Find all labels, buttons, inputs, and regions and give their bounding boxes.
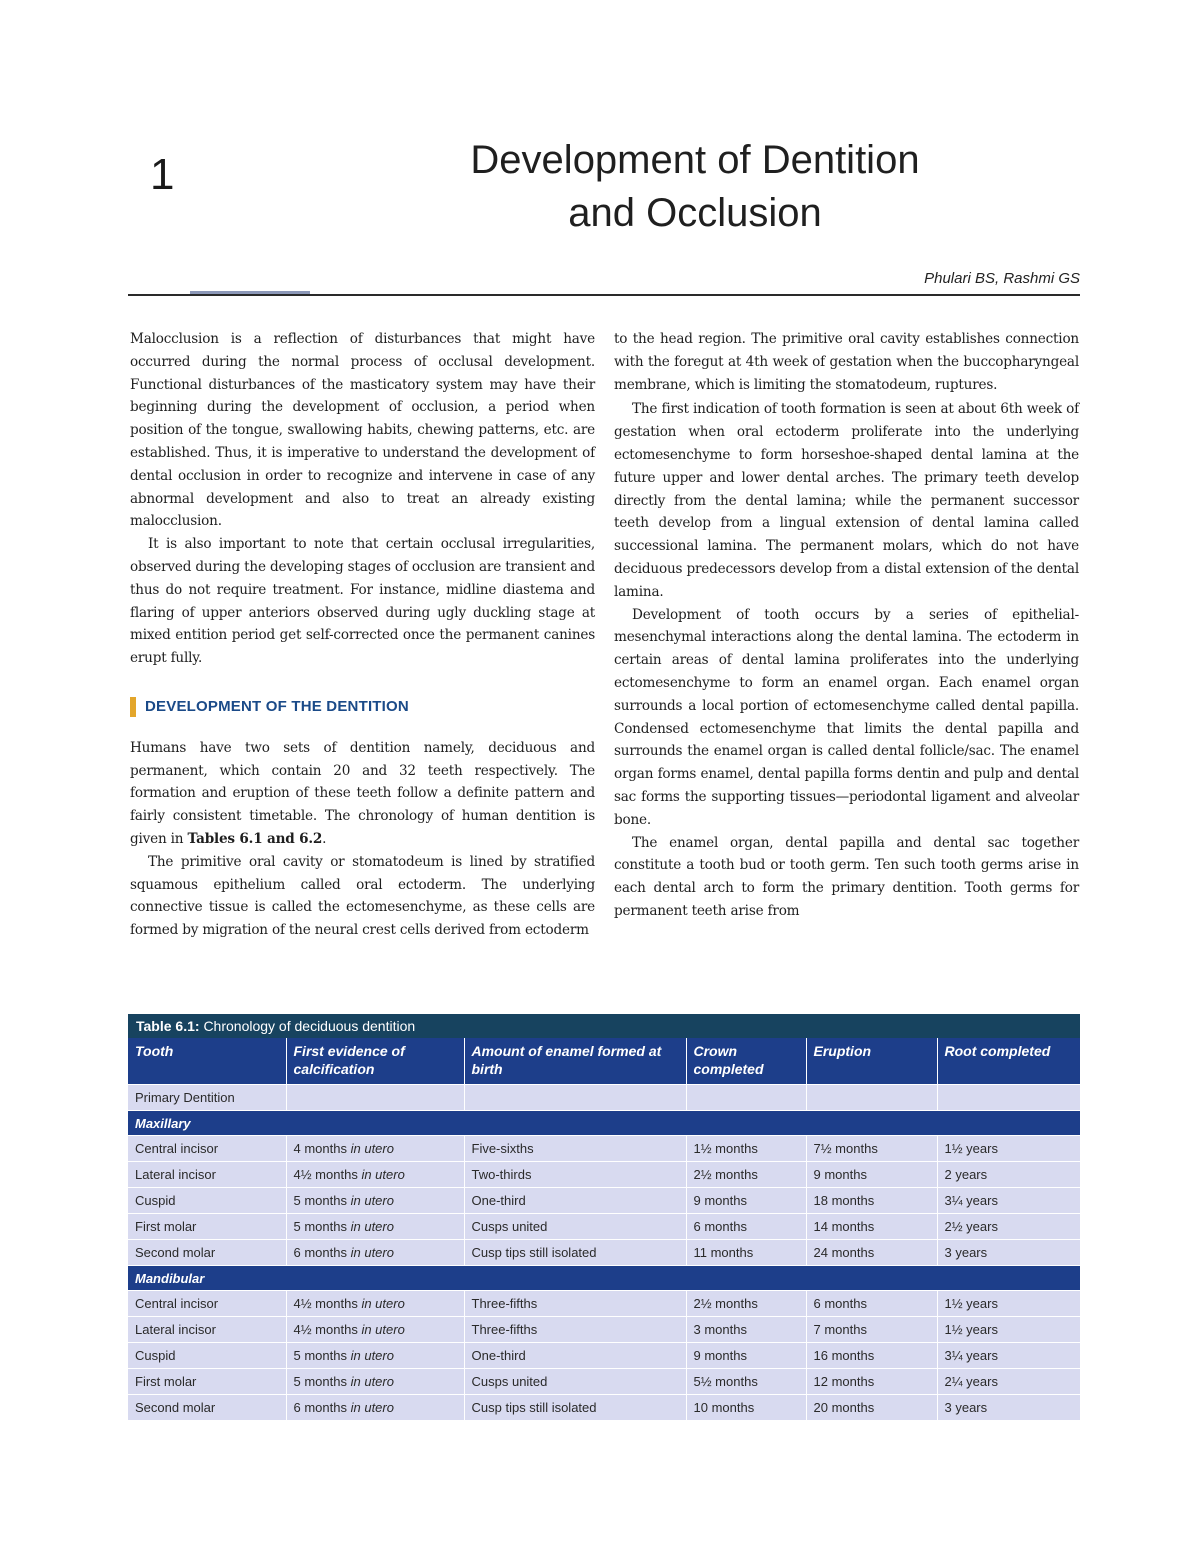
table-cell: 1½ years [937,1317,1080,1343]
chapter-title-line-2: and Occlusion [568,191,822,235]
table-cell: 24 months [806,1240,937,1266]
table-header-cell: Root completed [937,1038,1080,1085]
table-row [128,1188,1080,1214]
table-cell-value: 4½ months [293,1167,358,1182]
table-cell [286,1188,464,1214]
table-row [128,1214,1080,1240]
table-cell: 2 years [937,1162,1080,1188]
table-cell: First molar [128,1369,286,1395]
table-group-row [128,1085,1080,1111]
table-cell: Three-fifths [464,1291,686,1317]
chapter-title [400,134,990,240]
in-utero-note: in utero [350,1348,394,1363]
paragraph [130,737,595,851]
table-cell: 9 months [806,1162,937,1188]
table-header-cell: Crown completed [686,1038,806,1085]
table-cell: 7½ months [806,1136,937,1162]
in-utero-note: in utero [361,1296,405,1311]
table-section-label: Mandibular [128,1266,1080,1291]
table-cell [286,1162,464,1188]
title-rule-accent [190,291,310,294]
table-cell: Cuspid [128,1343,286,1369]
table-cell: 2½ years [937,1214,1080,1240]
table-cell: 1½ months [686,1136,806,1162]
paragraph: Malocclusion is a reflection of disturbances that might have occurred during the normal process of occlusal development. Functional disturbances of the masticatory system may have their beginning during the development of occlusion, a period when position of the tongue, swallowing habits, chewing patterns, etc. are established. Thus, it is imperative to understand the development of dental occlusion in order to recognize and intervene in case of any abnormal development and also to treat an already existing malocclusion. [130,331,595,530]
table-section-row [128,1266,1080,1291]
table-grid [128,1038,1080,1420]
table-cell: One-third [464,1188,686,1214]
section-heading-text: DEVELOPMENT OF THE DENTITION [145,697,409,715]
in-utero-note: in utero [361,1322,405,1337]
table-cell: Second molar [128,1395,286,1421]
section-heading [130,696,595,719]
table-cell [286,1291,464,1317]
in-utero-note: in utero [350,1193,394,1208]
table-header-cell: First evidence of calcification [286,1038,464,1085]
table-cell: 18 months [806,1188,937,1214]
table-cell: 3 months [686,1317,806,1343]
table-cell-value: 6 months [293,1245,347,1260]
table-cell: Central incisor [128,1136,286,1162]
table-cell [286,1343,464,1369]
table-cell: 20 months [806,1395,937,1421]
paragraph: The first indication of tooth formation is seen at about 6th week of gestation when oral ectoderm proliferate into the underlying ectomesenchyme to form horseshoe-shaped dental lamina at the future upper and lower dental arches. The primary teeth develop directly from the dental lamina; while the permanent successor teeth develop from a lingual extension of dental lamina called successional lamina. The permanent molars, which do not have deciduous predecessors develop from a distal extension of the dental lamina. [614,401,1079,600]
table-cell: Second molar [128,1240,286,1266]
table-cell [286,1214,464,1240]
title-rule [128,294,1080,296]
table-cell [286,1395,464,1421]
table-caption-label: Table 6.1: [136,1018,200,1034]
table-cell [286,1240,464,1266]
table-cell: Central incisor [128,1291,286,1317]
in-utero-note: in utero [350,1245,394,1260]
in-utero-note: in utero [350,1141,394,1156]
paragraph: to the head region. The primitive oral cavity establishes connection with the foregut at 4th week of gestation when the buccopharyngeal membrane, which is limiting the stomatodeum, ruptures. [614,331,1079,393]
table-cell [806,1085,937,1111]
table-cell: 1½ years [937,1136,1080,1162]
paragraph: The enamel organ, dental papilla and dental sac together constitute a tooth bud or tooth germ. Ten such tooth germs arise in each dental arch to form the primary dentition. Tooth germs for permanent teeth arise from [614,834,1079,919]
table-cell: 5½ months [686,1369,806,1395]
table-cell: 3 years [937,1395,1080,1421]
table-header-cell: Tooth [128,1038,286,1085]
table-row [128,1136,1080,1162]
table-cell-value: 4½ months [293,1322,358,1337]
in-utero-note: in utero [361,1167,405,1182]
table-cell-value: 6 months [293,1400,347,1415]
heading-marker [130,697,136,717]
table-cell-value: 4 months [293,1141,347,1156]
table-cell: First molar [128,1214,286,1240]
table-section-row [128,1111,1080,1136]
table-cell-value: 5 months [293,1219,347,1234]
table-cell: 12 months [806,1369,937,1395]
table-cell: 2¼ years [937,1369,1080,1395]
table-cell-value: 5 months [293,1193,347,1208]
table-caption [128,1014,1080,1038]
table-cell-value: 5 months [293,1348,347,1363]
table-cell [286,1085,464,1111]
table-cell: Five-sixths [464,1136,686,1162]
table-cell: Cusps united [464,1214,686,1240]
table-reference: Tables 6.1 and 6.2 [187,830,323,847]
table-cell: Lateral incisor [128,1162,286,1188]
table-cell-value: 5 months [293,1374,347,1389]
paragraph-text: Humans have two sets of dentition namely, deciduous and permanent, which contain 20 and 32 teeth respectively. The formation and eruption of these teeth follow a definite pattern and fairly consistent timetable. The chronology of human dentition is given in [130,739,595,847]
in-utero-note: in utero [350,1374,394,1389]
table-cell: 11 months [686,1240,806,1266]
chapter-authors: Phulari BS, Rashmi GS [924,270,1080,287]
table-cell: 14 months [806,1214,937,1240]
table-cell: Cusp tips still isolated [464,1395,686,1421]
table-cell: 6 months [806,1291,937,1317]
table-cell [286,1136,464,1162]
table-caption-text: Chronology of deciduous dentition [203,1018,416,1034]
table-row [128,1291,1080,1317]
table-cell: One-third [464,1343,686,1369]
table-row [128,1369,1080,1395]
table-cell: Three-fifths [464,1317,686,1343]
right-column [614,328,1079,923]
table-group-label: Primary Dentition [128,1085,286,1111]
table-cell: 3 years [937,1240,1080,1266]
chapter-number: 1 [150,150,175,199]
table-cell: 3¼ years [937,1188,1080,1214]
paragraph: The primitive oral cavity or stomatodeum is lined by stratified squamous epithelium called oral ectoderm. The underlying connective tissue is called the ectomesenchyme, as these cells are formed by migration of the neural crest cells derived from ectoderm [130,853,595,939]
left-column [130,328,595,942]
paragraph: Development of tooth occurs by a series of epithelial-mesenchymal interactions along the dental lamina. The ectoderm in certain areas of dental lamina proliferates into the underlying ectomesenchyme to form an enamel organ. Each enamel organ surrounds a local portion of ectomesenchyme called dental papilla. Condensed ectomesenchyme that limits the dental papilla and surrounds the enamel organ is called dental follicle/sac. The enamel organ forms enamel, dental papilla forms dentin and pulp and dental sac forms the supporting tissues—periodontal ligament and alveolar bone. [614,606,1079,828]
table-row [128,1162,1080,1188]
table-section-label: Maxillary [128,1111,1080,1136]
table-cell [686,1085,806,1111]
table-cell: Cuspid [128,1188,286,1214]
table-cell: 3¼ years [937,1343,1080,1369]
table-cell [937,1085,1080,1111]
table-cell-value: 4½ months [293,1296,358,1311]
in-utero-note: in utero [350,1219,394,1234]
table-cell [464,1085,686,1111]
table-cell: 10 months [686,1395,806,1421]
chapter-title-line-1: Development of Dentition [470,138,920,182]
table-cell: Two-thirds [464,1162,686,1188]
in-utero-note: in utero [350,1400,394,1415]
table-cell: Cusp tips still isolated [464,1240,686,1266]
table-header-row [128,1038,1080,1085]
table-cell: Lateral incisor [128,1317,286,1343]
table-cell: 7 months [806,1317,937,1343]
table-row [128,1317,1080,1343]
paragraph: It is also important to note that certain occlusal irregularities, observed during the developing stages of occlusion are transient and thus do not require treatment. For instance, midline diastema and flaring of upper anteriors observed during ugly duckling stage at mixed entition period get self-corrected once the permanent canines erupt fully. [130,536,595,667]
table-cell [286,1369,464,1395]
table-row [128,1343,1080,1369]
table-cell: 9 months [686,1343,806,1369]
table-cell: Cusps united [464,1369,686,1395]
table-cell: 16 months [806,1343,937,1369]
paragraph-text: . [322,830,327,847]
table-cell: 1½ years [937,1291,1080,1317]
table-cell: 9 months [686,1188,806,1214]
table-row [128,1395,1080,1421]
table-cell: 6 months [686,1214,806,1240]
table-row [128,1240,1080,1266]
chronology-table [128,1014,1080,1420]
table-cell [286,1317,464,1343]
table-cell: 2½ months [686,1291,806,1317]
table-cell: 2½ months [686,1162,806,1188]
table-header-cell: Eruption [806,1038,937,1085]
table-header-cell: Amount of enamel formed at birth [464,1038,686,1085]
